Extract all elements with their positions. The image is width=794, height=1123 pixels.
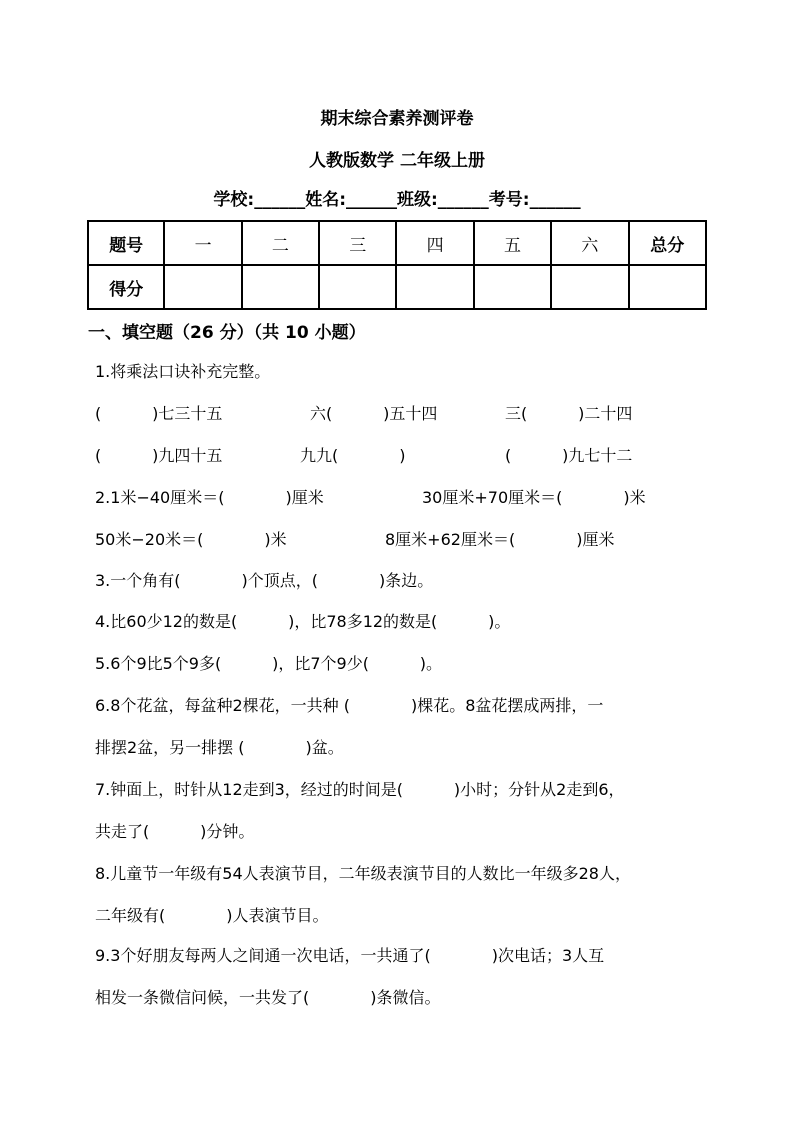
- score-table-score-row: [88, 265, 706, 309]
- question-4: 4.比60少12的数是( )，比78多12的数是( )。: [95, 612, 511, 631]
- score-cell-empty[interactable]: [319, 265, 396, 309]
- question-9-line-1: 9.3个好朋友每两人之间通一次电话，一共通了( )次电话；3人互: [95, 946, 605, 965]
- score-cell-label: 得分: [88, 265, 164, 309]
- score-cell-empty[interactable]: [242, 265, 319, 309]
- score-cell-header: 五: [474, 221, 551, 265]
- question-7-line-1: 7.钟面上，时针从12走到3，经过的时间是( )小时；分针从2走到6，: [95, 780, 625, 799]
- score-cell-label: 题号: [88, 221, 164, 265]
- score-cell-header: 四: [396, 221, 473, 265]
- score-cell-header: 二: [242, 221, 319, 265]
- score-cell-header: 三: [319, 221, 396, 265]
- score-cell-empty[interactable]: [164, 265, 241, 309]
- question-3: 3.一个角有( )个顶点，( )条边。: [95, 571, 434, 590]
- question-2-item-1: 2.1米−40厘米＝( )厘米: [95, 488, 324, 507]
- score-table: [87, 220, 707, 310]
- q1-item-1: ( )七三十五: [95, 404, 223, 423]
- score-cell-header: 一: [164, 221, 241, 265]
- question-2-item-3: 50米−20米＝( )米: [95, 530, 287, 549]
- exam-subtitle: 人教版数学 二年级上册: [309, 151, 485, 171]
- question-6-line-1: 6.8个花盆，每盆种2棵花，一共种 ( )棵花。8盆花摆成两排，一: [95, 696, 604, 715]
- q1-item-6: ( )九七十二: [505, 446, 633, 465]
- score-cell-empty[interactable]: [396, 265, 473, 309]
- score-cell-header: 六: [551, 221, 628, 265]
- question-2-item-2: 30厘米+70厘米＝( )米: [422, 488, 646, 507]
- score-cell-empty[interactable]: [629, 265, 706, 309]
- score-cell-empty[interactable]: [551, 265, 628, 309]
- question-2-item-4: 8厘米+62厘米＝( )厘米: [385, 530, 615, 549]
- student-info-line: 学校:______姓名:______班级:______考号:______: [213, 190, 581, 210]
- question-5: 5.6个9比5个9多( )，比7个9少( )。: [95, 654, 443, 673]
- question-9-line-2: 相发一条微信问候，一共发了( )条微信。: [95, 988, 441, 1007]
- question-1: 1.将乘法口诀补充完整。: [95, 362, 271, 381]
- question-6-line-2: 排摆2盆，另一排摆 ( )盆。: [95, 738, 344, 757]
- score-table-header-row: [88, 221, 706, 265]
- q1-item-2: 六( )五十四: [310, 404, 438, 423]
- question-7-line-2: 共走了( )分钟。: [95, 822, 255, 841]
- q1-item-4: ( )九四十五: [95, 446, 223, 465]
- q1-item-3: 三( )二十四: [505, 404, 633, 423]
- question-8-line-1: 8.儿童节一年级有54人表演节目，二年级表演节目的人数比一年级多28人，: [95, 864, 631, 883]
- section-heading: 一、填空题（26 分）（共 10 小题）: [88, 323, 366, 343]
- score-cell-empty[interactable]: [474, 265, 551, 309]
- score-cell-total-header: 总分: [629, 221, 706, 265]
- exam-title: 期末综合素养测评卷: [320, 109, 474, 129]
- q1-item-5: 九九( ): [300, 446, 406, 465]
- question-8-line-2: 二年级有( )人表演节目。: [95, 906, 329, 925]
